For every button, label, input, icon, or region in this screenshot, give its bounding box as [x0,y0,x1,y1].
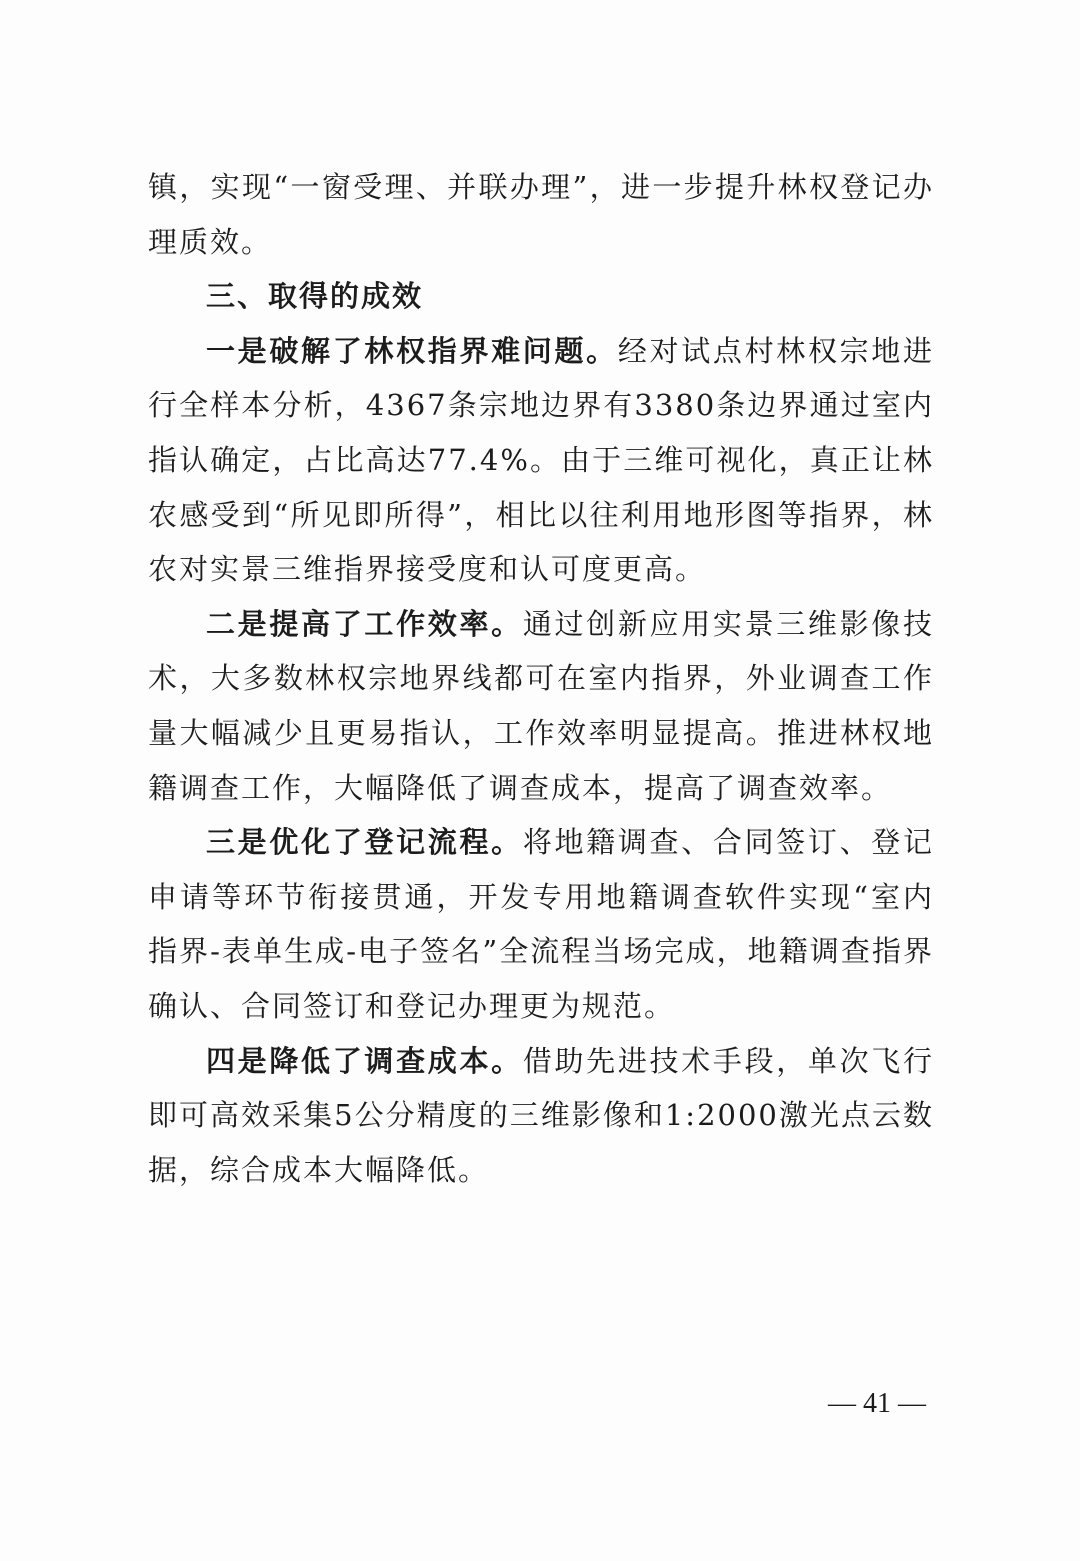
paragraph-lead: 四是降低了调查成本。 [206,1043,523,1078]
paragraph-achievement-4 [148,1034,934,1198]
page-number: — 41 — [828,1388,926,1419]
paragraph-achievement-3 [148,815,934,1033]
paragraph-body: 经对试点村林权宗地进行全样本分析，4367条宗地边界有3380条边界通过室内指认确定，占比高达77.4%。由于三维可视化，真正让林农感受到“所见即所得”，相比以往利用地形图等指界，林农对实景三维指界接受度和认可度更高。 [148,333,934,587]
paragraph-lead: 一是破解了林权指界难问题。 [206,333,618,368]
paragraph-lead: 二是提高了工作效率。 [206,606,523,641]
section-heading: 三、取得的成效 [206,279,424,314]
paragraph-body: 将地籍调查、合同签订、登记申请等环节衔接贯通，开发专用地籍调查软件实现“室内指界-表单生成-电子签名”全流程当场完成，地籍调查指界确认、合同签订和登记办理更为规范。 [148,825,934,1023]
paragraph-achievement-2 [148,597,934,815]
paragraph-lead: 三是优化了登记流程。 [206,825,523,860]
paragraph-achievement-1 [148,324,934,597]
paragraph-continuation: 镇，实现“一窗受理、并联办理”，进一步提升林权登记办理质效。 [148,170,934,259]
paragraph-body: 借助先进技术手段，单次飞行即可高效采集5公分精度的三维影像和1:2000激光点云数据，综合成本大幅降低。 [148,1043,934,1187]
document-body [148,160,934,1197]
paragraph-body: 通过创新应用实景三维影像技术，大多数林权宗地界线都可在室内指界，外业调查工作量大幅减少且更易指认，工作效率明显提高。推进林权地籍调查工作，大幅降低了调查成本，提高了调查效率。 [148,606,934,805]
